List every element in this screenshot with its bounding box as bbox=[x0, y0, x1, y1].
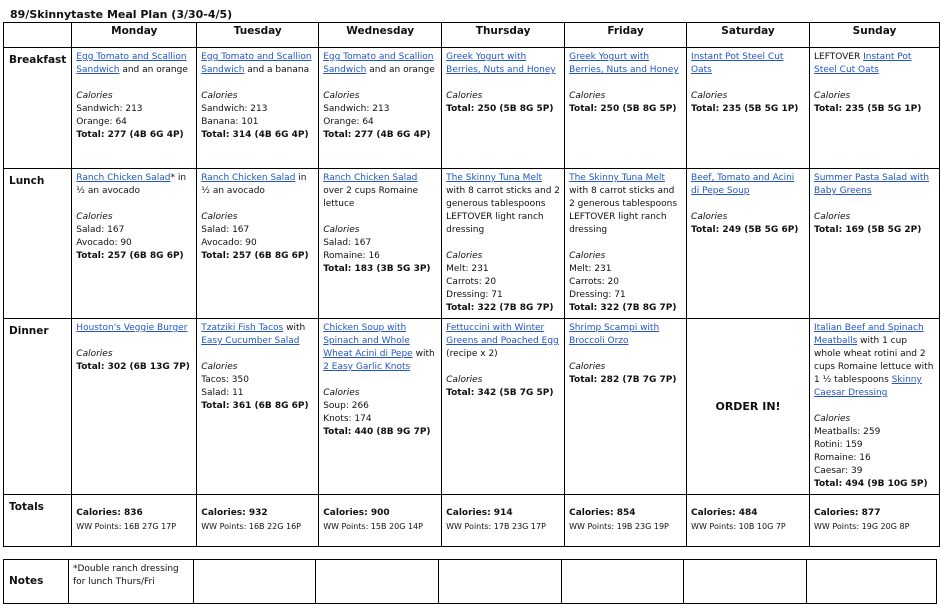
meal-text: (recipe x 2) bbox=[446, 349, 498, 359]
spacer bbox=[201, 348, 314, 361]
calorie-item: Knots: 174 bbox=[323, 414, 372, 424]
meal-description bbox=[814, 322, 935, 400]
spacer bbox=[814, 400, 935, 413]
ww-points: WW Points: 16B 22G 16P bbox=[201, 522, 302, 531]
calories-heading: Calories bbox=[201, 212, 238, 222]
spacer bbox=[814, 77, 935, 90]
spacer bbox=[569, 77, 682, 90]
meal-description bbox=[446, 51, 560, 77]
totals-cell bbox=[565, 495, 687, 547]
breakfast-cell bbox=[72, 48, 197, 169]
meal-total: Total: 322 (7B 8G 7P) bbox=[569, 303, 677, 313]
breakfast-cell bbox=[319, 48, 442, 169]
calories-heading: Calories bbox=[323, 91, 360, 101]
meal-text: with bbox=[412, 349, 435, 359]
notes-label: Notes bbox=[4, 560, 69, 604]
meal-total: Total: 277 (4B 6G 4P) bbox=[76, 130, 184, 140]
totals-cell bbox=[72, 495, 197, 547]
ww-points: WW Points: 17B 23G 17P bbox=[446, 522, 546, 531]
recipe-link[interactable]: Instant Pot Steel Cut Oats bbox=[814, 52, 912, 75]
meal-total: Total: 250 (5B 8G 5P) bbox=[569, 104, 677, 114]
total-calories: Calories: 914 bbox=[446, 508, 513, 518]
lunch-cell bbox=[197, 169, 319, 319]
meal-text: and a banana bbox=[244, 65, 310, 75]
recipe-link[interactable]: 2 Easy Garlic Knots bbox=[323, 362, 411, 372]
notes-table bbox=[3, 559, 937, 604]
calorie-item: Romaine: 16 bbox=[814, 453, 871, 463]
calories-heading: Calories bbox=[323, 225, 360, 235]
calories-heading: Calories bbox=[569, 91, 606, 101]
dinner-cell bbox=[810, 319, 940, 495]
meal-description bbox=[76, 322, 192, 335]
breakfast-label: Breakfast bbox=[4, 48, 72, 169]
meal-description bbox=[569, 172, 682, 237]
calorie-item: Rotini: 159 bbox=[814, 440, 863, 450]
total-calories: Calories: 877 bbox=[814, 508, 881, 518]
calorie-item: Salad: 11 bbox=[201, 388, 244, 398]
lunch-cell bbox=[442, 169, 565, 319]
meal-description bbox=[569, 322, 682, 348]
dinner-cell bbox=[442, 319, 565, 495]
meal-total: Total: 235 (5B 5G 1P) bbox=[691, 104, 799, 114]
meal-text: in ½ an avocado bbox=[201, 173, 307, 196]
recipe-link[interactable]: Beef, Tomato and Acini di Pepe Soup bbox=[691, 173, 795, 196]
meal-total: Total: 235 (5B 5G 1P) bbox=[814, 104, 922, 114]
total-calories: Calories: 932 bbox=[201, 508, 268, 518]
calorie-item: Soup: 266 bbox=[323, 401, 369, 411]
meal-text: * in ½ an avocado bbox=[76, 173, 187, 196]
lunch-row bbox=[4, 169, 940, 319]
recipe-link[interactable]: Instant Pot Steel Cut Oats bbox=[691, 52, 784, 75]
day-header: Friday bbox=[565, 23, 687, 48]
recipe-link[interactable]: Houston's Veggie Burger bbox=[76, 323, 188, 333]
calories-heading: Calories bbox=[201, 91, 238, 101]
spacer bbox=[323, 211, 437, 224]
spacer bbox=[446, 361, 560, 374]
dinner-label: Dinner bbox=[4, 319, 72, 495]
breakfast-cell bbox=[810, 48, 940, 169]
notes-cell bbox=[684, 560, 807, 604]
meal-description bbox=[569, 51, 682, 77]
totals-cell bbox=[197, 495, 319, 547]
calorie-item: Orange: 64 bbox=[323, 117, 374, 127]
meal-text: over 2 cups Romaine lettuce bbox=[323, 186, 418, 209]
breakfast-cell bbox=[197, 48, 319, 169]
breakfast-cell bbox=[565, 48, 687, 169]
day-header: Tuesday bbox=[197, 23, 319, 48]
dinner-row bbox=[4, 319, 940, 495]
total-calories: Calories: 836 bbox=[76, 508, 143, 518]
meal-total: Total: 277 (4B 6G 4P) bbox=[323, 130, 431, 140]
calorie-item: Tacos: 350 bbox=[201, 375, 249, 385]
calories-heading: Calories bbox=[446, 251, 483, 261]
spacer bbox=[76, 198, 192, 211]
spacer bbox=[691, 77, 805, 90]
calories-heading: Calories bbox=[323, 388, 360, 398]
calories-heading: Calories bbox=[814, 212, 851, 222]
meal-text: and an orange bbox=[119, 65, 188, 75]
meal-total: Total: 183 (3B 5G 3P) bbox=[323, 264, 431, 274]
breakfast-row bbox=[4, 48, 940, 169]
recipe-link[interactable]: The Skinny Tuna Melt bbox=[569, 173, 665, 183]
dinner-cell bbox=[565, 319, 687, 495]
spacer bbox=[76, 77, 192, 90]
totals-label: Totals bbox=[4, 495, 72, 547]
calorie-item: Romaine: 16 bbox=[323, 251, 380, 261]
calories-heading: Calories bbox=[814, 91, 851, 101]
breakfast-cell bbox=[442, 48, 565, 169]
meal-total: Total: 342 (5B 7G 5P) bbox=[446, 388, 554, 398]
recipe-link[interactable]: Fettuccini with Winter Greens and Poached Egg bbox=[446, 323, 559, 346]
header-row bbox=[4, 23, 940, 48]
calories-heading: Calories bbox=[569, 251, 606, 261]
calorie-item: Salad: 167 bbox=[76, 225, 125, 235]
meal-total: Total: 494 (9B 10G 5P) bbox=[814, 479, 928, 489]
meal-text: with 8 carrot sticks and 2 generous tablespoons LEFTOVER light ranch dressing bbox=[446, 186, 561, 235]
day-header: Monday bbox=[72, 23, 197, 48]
spacer bbox=[323, 374, 437, 387]
notes-cell bbox=[316, 560, 439, 604]
spacer bbox=[569, 237, 682, 250]
recipe-link[interactable]: Ranch Chicken Salad bbox=[201, 173, 296, 183]
calories-heading: Calories bbox=[814, 414, 851, 424]
meal-description bbox=[201, 322, 314, 348]
lunch-cell bbox=[72, 169, 197, 319]
spacer bbox=[446, 237, 560, 250]
recipe-link[interactable]: Ranch Chicken Salad bbox=[76, 173, 171, 183]
totals-row bbox=[4, 495, 940, 547]
calorie-item: Sandwich: 213 bbox=[201, 104, 268, 114]
calories-heading: Calories bbox=[691, 212, 728, 222]
recipe-link[interactable]: Skinny Caesar Dressing bbox=[814, 375, 922, 398]
calories-heading: Calories bbox=[76, 212, 113, 222]
meal-total: Total: 257 (6B 8G 6P) bbox=[201, 251, 309, 261]
recipe-link[interactable]: Chicken Soup with Spinach and Whole Wheat Acini di Pepe bbox=[323, 323, 413, 359]
spacer bbox=[323, 77, 437, 90]
meal-total: Total: 361 (6B 8G 6P) bbox=[201, 401, 309, 411]
totals-cell bbox=[810, 495, 940, 547]
ww-points: WW Points: 10B 10G 7P bbox=[691, 522, 786, 531]
meal-description bbox=[201, 51, 314, 77]
meal-total: Total: 169 (5B 5G 2P) bbox=[814, 225, 922, 235]
meal-text: LEFTOVER bbox=[814, 52, 864, 62]
page-title: 89/Skinnytaste Meal Plan (3/30-4/5) bbox=[10, 8, 233, 21]
totals-cell bbox=[319, 495, 442, 547]
calorie-item: Sandwich: 213 bbox=[323, 104, 390, 114]
day-header: Thursday bbox=[442, 23, 565, 48]
spacer bbox=[569, 348, 682, 361]
calorie-item: Melt: 231 bbox=[569, 264, 612, 274]
notes-cell bbox=[562, 560, 684, 604]
meal-description bbox=[323, 51, 437, 77]
meal-total: Total: 282 (7B 7G 7P) bbox=[569, 375, 677, 385]
notes-row bbox=[4, 560, 937, 604]
meal-total: Total: 440 (8B 9G 7P) bbox=[323, 427, 431, 437]
calorie-item: Banana: 101 bbox=[201, 117, 259, 127]
corner-cell bbox=[4, 23, 72, 48]
day-header: Saturday bbox=[687, 23, 810, 48]
recipe-link[interactable]: Egg Tomato and Scallion Sandwich bbox=[323, 52, 434, 75]
dinner-cell bbox=[72, 319, 197, 495]
calorie-item: Dressing: 71 bbox=[446, 290, 503, 300]
meal-description bbox=[814, 172, 935, 198]
calorie-item: Carrots: 20 bbox=[446, 277, 497, 287]
lunch-label: Lunch bbox=[4, 169, 72, 319]
meal-total: Total: 322 (7B 8G 7P) bbox=[446, 303, 554, 313]
notes-cell bbox=[439, 560, 562, 604]
breakfast-cell bbox=[687, 48, 810, 169]
lunch-cell bbox=[565, 169, 687, 319]
meal-total: Total: 250 (5B 8G 5P) bbox=[446, 104, 554, 114]
recipe-link[interactable]: Egg Tomato and Scallion Sandwich bbox=[201, 52, 312, 75]
calories-heading: Calories bbox=[76, 91, 113, 101]
calories-heading: Calories bbox=[76, 349, 113, 359]
calorie-item: Salad: 167 bbox=[323, 238, 372, 248]
meal-description bbox=[76, 51, 192, 77]
meal-text: with 8 carrot sticks and 2 generous tablespoons LEFTOVER light ranch dressing bbox=[569, 186, 678, 235]
calorie-item: Salad: 167 bbox=[201, 225, 250, 235]
meal-total: Total: 257 (6B 8G 6P) bbox=[76, 251, 184, 261]
recipe-link[interactable]: Easy Cucumber Salad bbox=[201, 336, 300, 346]
meal-description bbox=[814, 51, 935, 77]
spacer bbox=[201, 198, 314, 211]
meal-description bbox=[446, 172, 560, 237]
meal-description bbox=[201, 172, 314, 198]
meal-description bbox=[691, 51, 805, 77]
recipe-link[interactable]: Greek Yogurt with Berries, Nuts and Honey bbox=[569, 52, 679, 75]
meal-description bbox=[323, 322, 437, 374]
lunch-cell bbox=[687, 169, 810, 319]
ww-points: WW Points: 19B 23G 19P bbox=[569, 522, 669, 531]
meal-total: Total: 249 (5B 5G 6P) bbox=[691, 225, 799, 235]
calorie-item: Avocado: 90 bbox=[76, 238, 132, 248]
calorie-item: Dressing: 71 bbox=[569, 290, 626, 300]
calories-heading: Calories bbox=[446, 375, 483, 385]
notes-cell bbox=[194, 560, 316, 604]
recipe-link[interactable]: Egg Tomato and Scallion Sandwich bbox=[76, 52, 187, 75]
calorie-item: Caesar: 39 bbox=[814, 466, 863, 476]
spacer bbox=[691, 198, 805, 211]
calories-heading: Calories bbox=[201, 362, 238, 372]
calorie-item: Meatballs: 259 bbox=[814, 427, 881, 437]
recipe-link[interactable]: The Skinny Tuna Melt bbox=[446, 173, 543, 183]
meal-total: Total: 302 (6B 13G 7P) bbox=[76, 362, 190, 372]
order-in-cell: ORDER IN! bbox=[687, 319, 810, 495]
lunch-cell bbox=[319, 169, 442, 319]
meal-description bbox=[76, 172, 192, 198]
meal-text: and an orange bbox=[366, 65, 435, 75]
dinner-cell bbox=[197, 319, 319, 495]
spacer bbox=[446, 77, 560, 90]
calorie-item: Melt: 231 bbox=[446, 264, 489, 274]
total-calories: Calories: 854 bbox=[569, 508, 636, 518]
recipe-link[interactable]: Greek Yogurt with Berries, Nuts and Honey bbox=[446, 52, 556, 75]
calorie-item: Orange: 64 bbox=[76, 117, 127, 127]
spacer bbox=[76, 335, 192, 348]
day-header: Sunday bbox=[810, 23, 940, 48]
meal-description bbox=[446, 322, 560, 361]
calorie-item: Sandwich: 213 bbox=[76, 104, 143, 114]
total-calories: Calories: 484 bbox=[691, 508, 758, 518]
totals-cell bbox=[442, 495, 565, 547]
recipe-link[interactable]: Ranch Chicken Salad bbox=[323, 173, 418, 183]
spacer bbox=[814, 198, 935, 211]
meal-description bbox=[691, 172, 805, 198]
calorie-item: Carrots: 20 bbox=[569, 277, 620, 287]
ww-points: WW Points: 16B 27G 17P bbox=[76, 522, 177, 531]
recipe-link[interactable]: Italian Beef and Spinach Meatballs bbox=[814, 323, 924, 346]
meal-plan-table bbox=[3, 22, 940, 547]
meal-text: with bbox=[283, 323, 306, 333]
total-calories: Calories: 900 bbox=[323, 508, 390, 518]
day-header: Wednesday bbox=[319, 23, 442, 48]
calorie-item: Avocado: 90 bbox=[201, 238, 257, 248]
calories-heading: Calories bbox=[446, 91, 483, 101]
meal-total: Total: 314 (4B 6G 4P) bbox=[201, 130, 309, 140]
spacer bbox=[201, 77, 314, 90]
notes-cell bbox=[807, 560, 937, 604]
meal-description bbox=[323, 172, 437, 211]
lunch-cell bbox=[810, 169, 940, 319]
calories-heading: Calories bbox=[569, 362, 606, 372]
meal-text: with 1 cup whole wheat rotini and 2 cups Romaine lettuce with 1 ½ tablespoons bbox=[814, 336, 934, 385]
recipe-link[interactable]: Tzatziki Fish Tacos bbox=[201, 323, 284, 333]
calories-heading: Calories bbox=[691, 91, 728, 101]
totals-cell bbox=[687, 495, 810, 547]
dinner-cell bbox=[319, 319, 442, 495]
notes-cell: *Double ranch dressing for lunch Thurs/Fri bbox=[69, 560, 194, 604]
recipe-link[interactable]: Shrimp Scampi with Broccoli Orzo bbox=[569, 323, 660, 346]
ww-points: WW Points: 15B 20G 14P bbox=[323, 522, 423, 531]
recipe-link[interactable]: Summer Pasta Salad with Baby Greens bbox=[814, 173, 930, 196]
ww-points: WW Points: 19G 20G 8P bbox=[814, 522, 910, 531]
